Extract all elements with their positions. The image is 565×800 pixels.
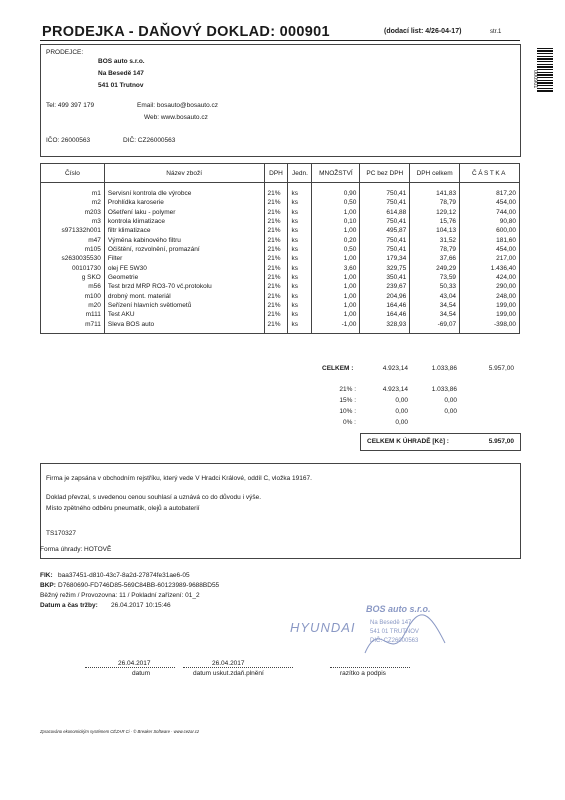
cell-code: m56 (41, 282, 105, 291)
rate-base: 0,00 (395, 408, 408, 415)
cell-amount: 454,00 (460, 198, 520, 207)
col-price: PC bez DPH (360, 164, 410, 183)
table-row (41, 310, 520, 319)
cell-price: 239,67 (360, 282, 410, 291)
table-row (41, 292, 520, 301)
fik-value: baa37451-d810-43c7-8a2d-27874fe31ae6-05 (58, 572, 190, 579)
cell-vat-total: 129,12 (410, 208, 460, 217)
cell-amount: 217,00 (460, 254, 520, 263)
stamp-city: 541 01 TRUTNOV (370, 629, 419, 635)
seller-ico: IČO: 26000563 (46, 137, 91, 144)
cell-qty: 0,20 (312, 236, 360, 245)
rate-base: 0,00 (395, 419, 408, 426)
signature-scribble (360, 608, 450, 668)
stamp-street: Na Besedě 147 (370, 620, 412, 626)
payment-value: HOTOVĚ (84, 546, 112, 553)
cell-vat: 21% (264, 310, 288, 319)
cell-name: Výměna kabinového filtru (104, 236, 264, 245)
cell-qty: 1,00 (312, 208, 360, 217)
cell-amount: 600,00 (460, 226, 520, 235)
cell-name: kontrola klimatizace (104, 217, 264, 226)
table-row (41, 183, 520, 199)
cell-amount: 181,60 (460, 236, 520, 245)
cell-unit: ks (288, 320, 312, 334)
cell-price: 750,41 (360, 217, 410, 226)
total-amount: 5.957,00 (488, 365, 514, 372)
cell-name: Prohlídka karoserie (104, 198, 264, 207)
cell-name: Geometrie (104, 273, 264, 282)
cell-unit: ks (288, 292, 312, 301)
table-row (41, 273, 520, 282)
cell-qty: -1,00 (312, 320, 360, 334)
table-row (41, 264, 520, 273)
rate-vat: 0,00 (444, 408, 457, 415)
col-qty: MNOŽSTVÍ (312, 164, 360, 183)
cell-qty: 0,50 (312, 245, 360, 254)
cell-price: 329,75 (360, 264, 410, 273)
cell-qty: 3,60 (312, 264, 360, 273)
cell-code: m105 (41, 245, 105, 254)
date-line-2 (183, 667, 293, 668)
cell-vat-total: 249,29 (410, 264, 460, 273)
col-unit: Jedn. (288, 164, 312, 183)
cell-code: m47 (41, 236, 105, 245)
rate-base: 0,00 (395, 397, 408, 404)
eet-mode: Běžný režim / Provozovna: 11 / Pokladní zařízení: 01_2 (40, 592, 200, 599)
cell-unit: ks (288, 273, 312, 282)
to-pay-box (360, 433, 521, 451)
company-stamp (290, 600, 470, 670)
cell-unit: ks (288, 254, 312, 263)
cell-vat: 21% (264, 236, 288, 245)
note-code: TS170327 (46, 530, 76, 537)
cell-amount: 454,00 (460, 245, 520, 254)
signature-date-2: 26.04.2017 (212, 660, 245, 667)
cell-code: s2630035530 (41, 254, 105, 263)
table-row (41, 198, 520, 207)
cell-vat: 21% (264, 301, 288, 310)
col-code: Číslo (41, 164, 105, 183)
rate-base: 4.923,14 (382, 386, 408, 393)
document-title: PRODEJKA - DAŇOVÝ DOKLAD: 000901 (42, 24, 330, 40)
seller-web: Web: www.bosauto.cz (144, 114, 208, 121)
cell-vat: 21% (264, 245, 288, 254)
cell-amount: -398,00 (460, 320, 520, 334)
cell-amount: 424,00 (460, 273, 520, 282)
cell-vat: 21% (264, 320, 288, 334)
cell-code: g SKO (41, 273, 105, 282)
seller-label: PRODEJCE: (46, 49, 84, 56)
cell-name: Ošetření laku - polymer (104, 208, 264, 217)
cell-code: m203 (41, 208, 105, 217)
items-table (40, 163, 520, 334)
rate-rate: 21% : (339, 386, 356, 393)
cell-vat: 21% (264, 282, 288, 291)
table-row (41, 217, 520, 226)
cell-vat: 21% (264, 217, 288, 226)
cell-qty: 0,10 (312, 217, 360, 226)
cell-name: Sleva BOS auto (104, 320, 264, 334)
cell-name: Filter (104, 254, 264, 263)
to-pay-amount: 5.957,00 (488, 438, 514, 445)
cell-vat: 21% (264, 183, 288, 199)
recycling-note: Místo zpětného odběru pneumatik, olejů a autobaterií (46, 505, 200, 512)
to-pay-label: CELKEM K ÚHRADĚ [Kč] : (367, 438, 449, 445)
cell-unit: ks (288, 208, 312, 217)
stamp-brand: HYUNDAI (290, 620, 356, 635)
cell-code: m711 (41, 320, 105, 334)
cell-price: 204,96 (360, 292, 410, 301)
sale-date: 26.04.2017 10:15:46 (111, 602, 171, 609)
cell-price: 179,34 (360, 254, 410, 263)
cell-vat: 21% (264, 198, 288, 207)
total-price: 4.923,14 (382, 365, 408, 372)
seller-city: 541 01 Trutnov (98, 82, 144, 89)
cell-vat: 21% (264, 264, 288, 273)
cell-price: 164,46 (360, 310, 410, 319)
cell-qty: 1,00 (312, 310, 360, 319)
cell-amount: 744,00 (460, 208, 520, 217)
acceptance-note: Doklad převzal, s uvedenou cenou souhlasí a uznává co do důvodu i výše. (46, 494, 261, 501)
rate-rate: 15% : (339, 397, 356, 404)
cell-vat-total: 104,13 (410, 226, 460, 235)
registry-note: Firma je zapsána v obchodním rejstříku, který vede V Hradci Králové, oddíl C, vložka 19167. (46, 475, 312, 482)
cell-vat: 21% (264, 226, 288, 235)
fik-label: FIK: (40, 572, 53, 579)
cell-vat-total: 37,66 (410, 254, 460, 263)
cell-vat: 21% (264, 254, 288, 263)
rate-vat: 0,00 (444, 397, 457, 404)
cell-amount: 817,20 (460, 183, 520, 199)
cell-amount: 90,80 (460, 217, 520, 226)
table-row (41, 282, 520, 291)
date-line-1 (85, 667, 175, 668)
barcode-number: 000901 (532, 70, 538, 89)
cell-unit: ks (288, 217, 312, 226)
barcode (537, 48, 553, 92)
cell-amount: 248,00 (460, 292, 520, 301)
delivery-note: (dodací list: 4/26-04-17) (384, 28, 462, 35)
cell-name: Seřízení hlavních světlometů (104, 301, 264, 310)
bkp-label: BKP: (40, 582, 56, 589)
cell-qty: 1,00 (312, 282, 360, 291)
rate-vat: 1.033,86 (431, 386, 457, 393)
seller-box (40, 44, 521, 157)
seller-name: BOS auto s.r.o. (98, 58, 145, 65)
cell-vat-total: -69,07 (410, 320, 460, 334)
cell-name: Test AKU (104, 310, 264, 319)
cell-name: Test brzd MRP RO3-70 vč.protokolu (104, 282, 264, 291)
signature-date-2-label: datum uskut.zdaň.plnění (193, 670, 264, 677)
total-vat: 1.033,86 (431, 365, 457, 372)
cell-vat-total: 50,33 (410, 282, 460, 291)
col-amount: ČÁSTKA (460, 164, 520, 183)
cell-vat-total: 34,54 (410, 310, 460, 319)
cell-name: filtr klimatizace (104, 226, 264, 235)
bkp-value: D7680690-FD746D85-569C84BB-60123989-9688BD55 (58, 582, 220, 589)
seller-dic: DIČ: CZ26000563 (123, 137, 176, 144)
col-name: Název zboží (104, 164, 264, 183)
payment-label: Forma úhrady: (40, 546, 83, 553)
rate-rate: 0% : (342, 419, 356, 426)
cell-price: 328,93 (360, 320, 410, 334)
cell-vat: 21% (264, 292, 288, 301)
title-divider (40, 40, 520, 41)
stamp-dic: DIČ: CZ26000563 (370, 638, 419, 644)
cell-code: m20 (41, 301, 105, 310)
cell-qty: 1,00 (312, 226, 360, 235)
cell-qty: 1,00 (312, 301, 360, 310)
cell-unit: ks (288, 282, 312, 291)
cell-unit: ks (288, 310, 312, 319)
cell-price: 495,87 (360, 226, 410, 235)
rate-rate: 10% : (339, 408, 356, 415)
notes-box (40, 463, 521, 559)
cell-qty: 1,00 (312, 292, 360, 301)
cell-price: 750,41 (360, 183, 410, 199)
cell-price: 750,41 (360, 198, 410, 207)
cell-unit: ks (288, 301, 312, 310)
cell-amount: 199,00 (460, 301, 520, 310)
table-row (41, 226, 520, 235)
cell-price: 164,46 (360, 301, 410, 310)
cell-qty: 1,00 (312, 273, 360, 282)
table-row (41, 320, 520, 334)
cell-amount: 199,00 (460, 310, 520, 319)
cell-price: 350,41 (360, 273, 410, 282)
cell-unit: ks (288, 183, 312, 199)
sale-date-label: Datum a čas tržby: (40, 602, 98, 609)
cell-vat-total: 78,79 (410, 245, 460, 254)
cell-code: 00101730 (41, 264, 105, 273)
cell-unit: ks (288, 198, 312, 207)
table-row (41, 301, 520, 310)
cell-vat-total: 78,79 (410, 198, 460, 207)
signature-stamp-label: razítko a podpis (340, 670, 386, 677)
cell-vat-total: 15,76 (410, 217, 460, 226)
col-vat: DPH (264, 164, 288, 183)
cell-price: 750,41 (360, 245, 410, 254)
cell-amount: 1.436,40 (460, 264, 520, 273)
cell-vat: 21% (264, 273, 288, 282)
cell-unit: ks (288, 226, 312, 235)
cell-name: Servisní kontrola dle výrobce (104, 183, 264, 199)
seller-street: Na Besedě 147 (98, 70, 144, 77)
signature-date-1-label: datum (132, 670, 151, 677)
table-row (41, 254, 520, 263)
cell-vat-total: 73,59 (410, 273, 460, 282)
cell-code: m2 (41, 198, 105, 207)
cell-qty: 0,50 (312, 198, 360, 207)
seller-tel: Tel: 499 397 179 (46, 102, 95, 109)
total-label: CELKEM : (322, 365, 354, 372)
col-vat-total: DPH celkem (410, 164, 460, 183)
table-row (41, 236, 520, 245)
cell-unit: ks (288, 264, 312, 273)
cell-price: 750,41 (360, 236, 410, 245)
seller-email: Email: bosauto@bosauto.cz (137, 102, 219, 109)
cell-vat-total: 34,54 (410, 301, 460, 310)
cell-code: m1 (41, 183, 105, 199)
page-number: str.1 (490, 29, 502, 35)
cell-name: olej FE 5W30 (104, 264, 264, 273)
cell-qty: 1,00 (312, 254, 360, 263)
cell-code: m3 (41, 217, 105, 226)
cell-qty: 0,90 (312, 183, 360, 199)
signature-date-1: 26.04.2017 (118, 660, 151, 667)
cell-unit: ks (288, 236, 312, 245)
cell-code: s971332h001 (41, 226, 105, 235)
cell-code: m111 (41, 310, 105, 319)
table-row (41, 245, 520, 254)
cell-price: 614,88 (360, 208, 410, 217)
software-footer: Zpracováno ekonomickým systémem CÉZAR Ci · © Breaker Software · www.cezar.cz (40, 729, 200, 734)
cell-vat-total: 141,83 (410, 183, 460, 199)
table-row (41, 208, 520, 217)
cell-vat-total: 43,04 (410, 292, 460, 301)
cell-unit: ks (288, 245, 312, 254)
cell-code: m100 (41, 292, 105, 301)
stamp-company: BOS auto s.r.o. (366, 604, 431, 614)
cell-vat-total: 31,52 (410, 236, 460, 245)
signature-line (330, 667, 410, 668)
cell-amount: 290,00 (460, 282, 520, 291)
cell-vat: 21% (264, 208, 288, 217)
cell-name: Očištění, rozvolnění, promazání (104, 245, 264, 254)
cell-name: drobný mont. materiál (104, 292, 264, 301)
